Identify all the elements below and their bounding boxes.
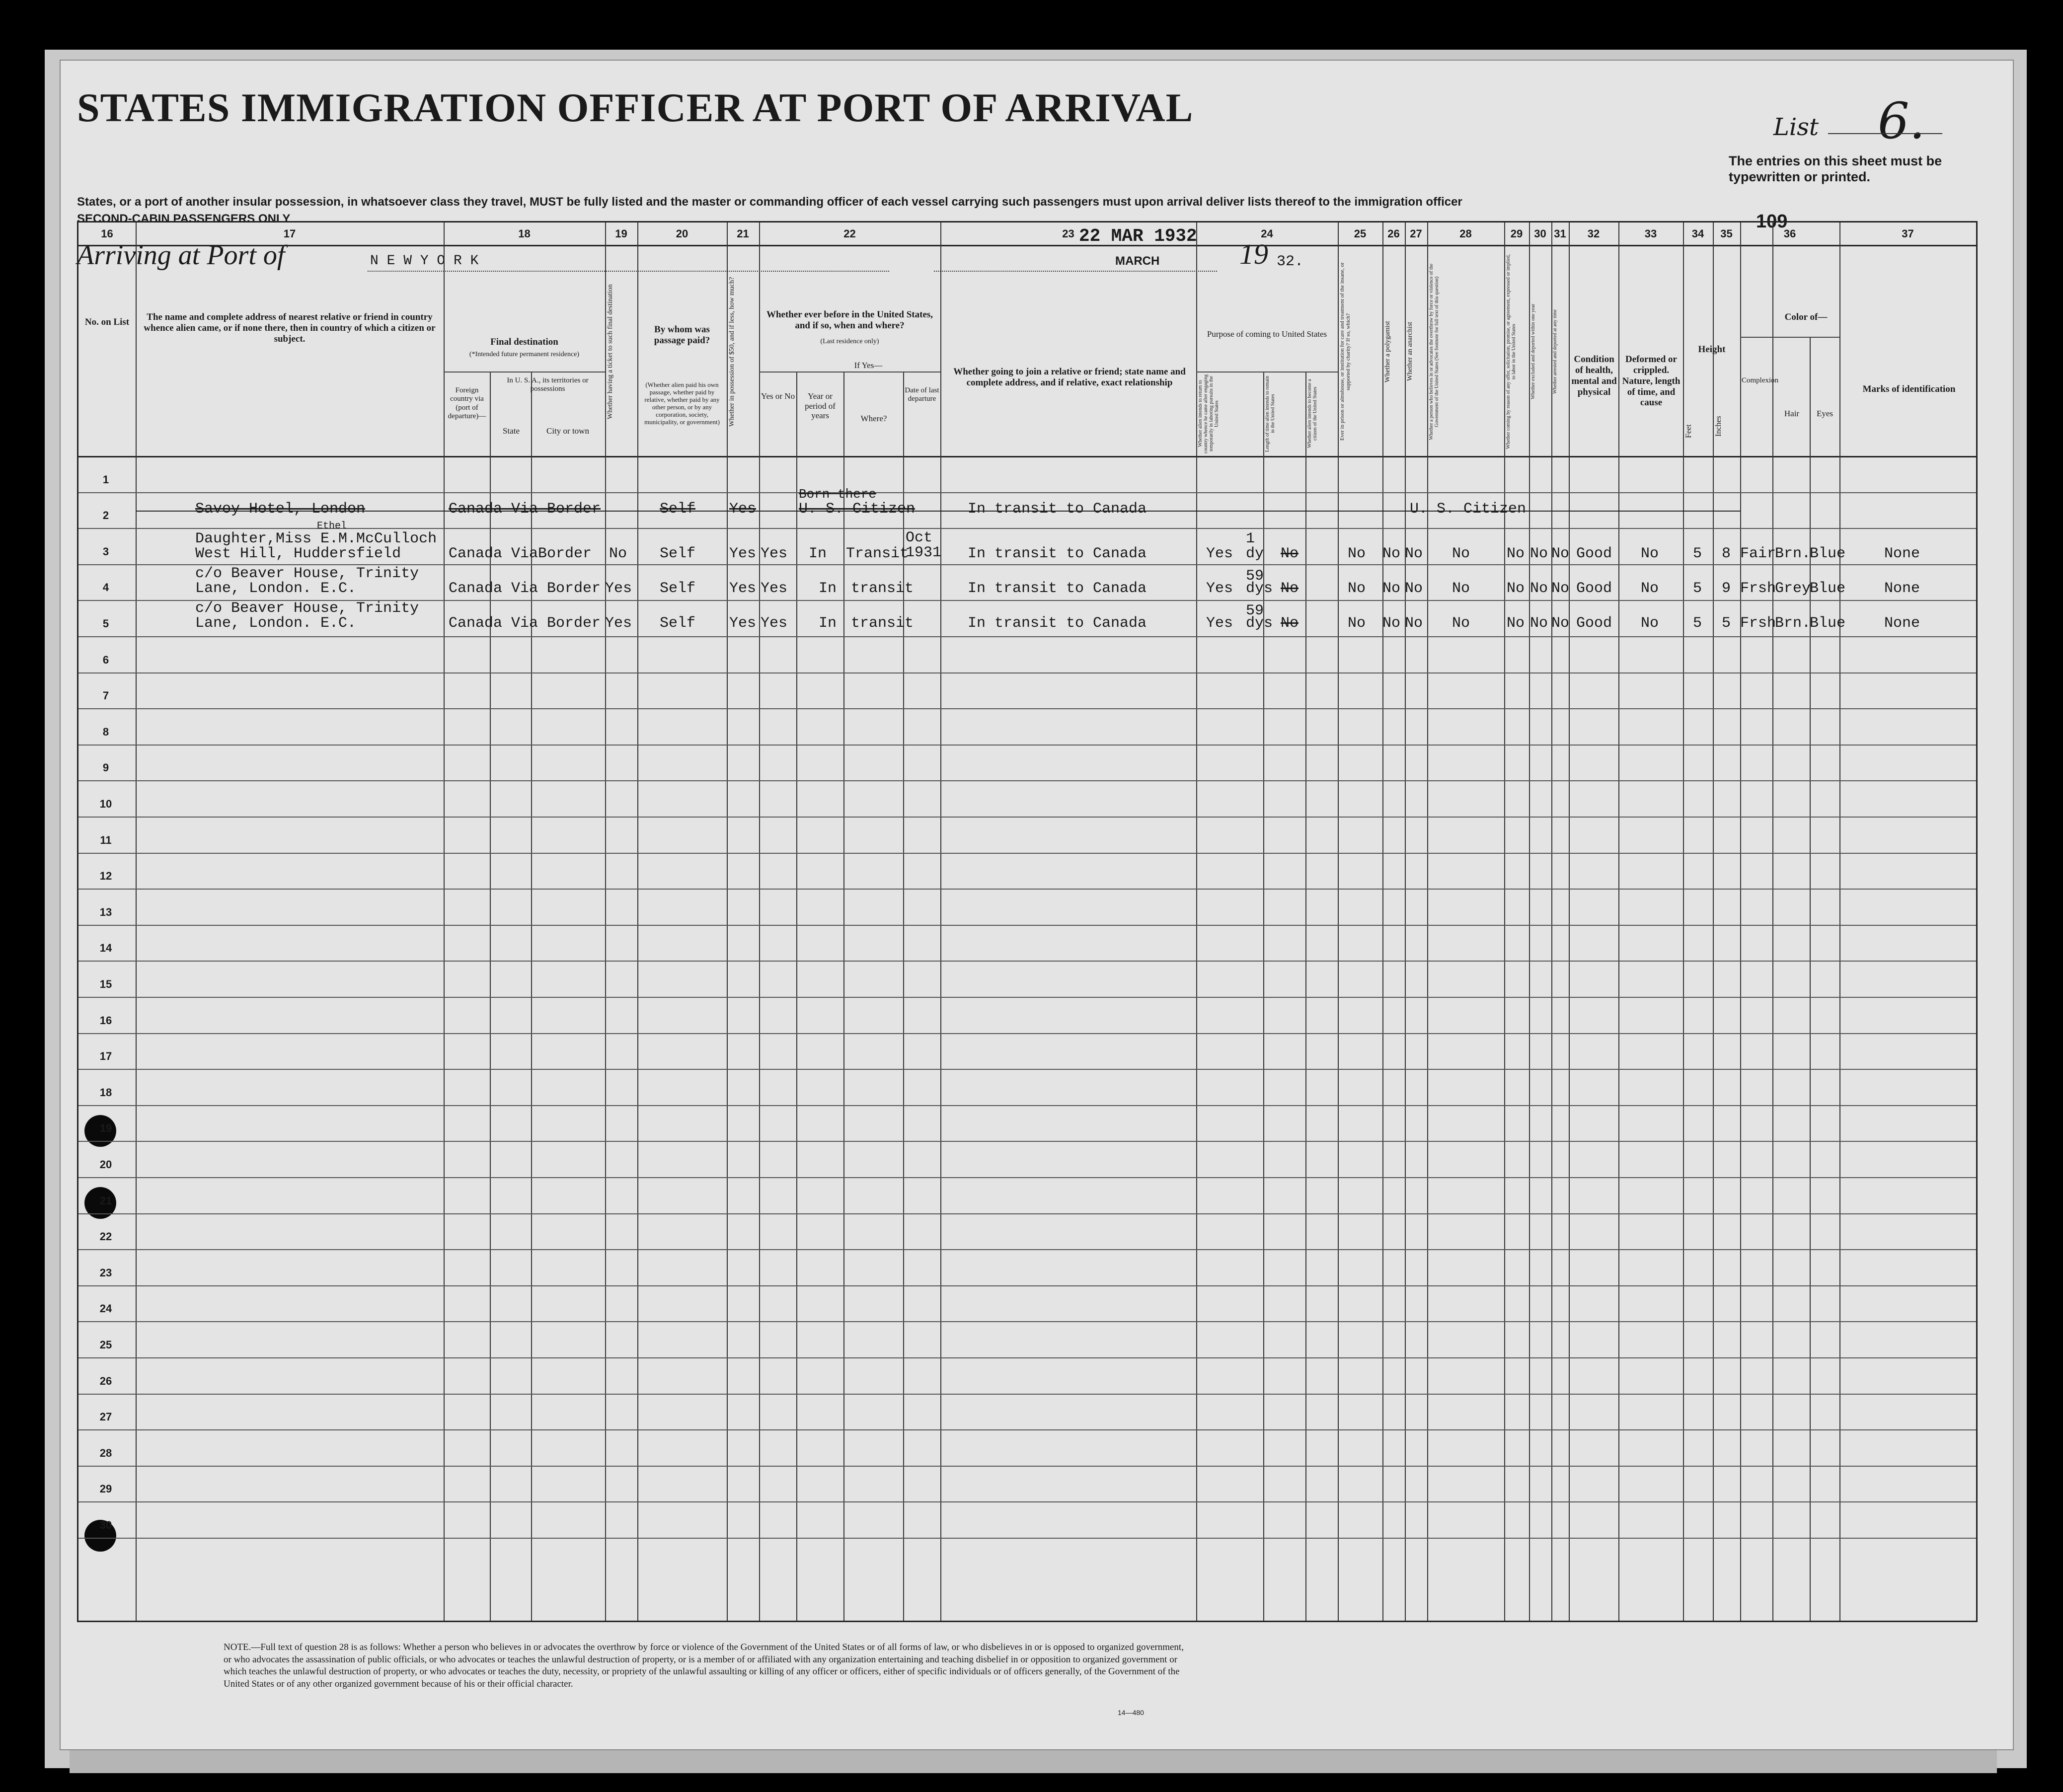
header-q29: Whether coming by reason of any offer, solicitation, promise, or agreement, expressed or implied, to labor in the United States — [1506, 254, 1517, 449]
r3-complexion: Frsh — [1740, 580, 1776, 597]
col-rule — [1740, 223, 1741, 1621]
column-number-rule — [78, 245, 1976, 246]
r3-q31: No — [1551, 580, 1570, 597]
r2-foreign-country: Canada ViaBorder — [449, 545, 592, 562]
r1-going-to-join: In transit to Canada — [968, 501, 1147, 518]
row-number: 3 — [102, 545, 109, 558]
row-rule — [78, 1033, 1976, 1034]
r4-address-line1: c/o Beaver House, Trinity — [195, 600, 419, 617]
r3-address-line2: Lane, London. E.C. — [195, 580, 357, 597]
header-state: State — [503, 426, 520, 436]
r2-q31: No — [1551, 545, 1570, 562]
r1-address: Savoy Hotel, London — [195, 501, 366, 518]
r2-marks: None — [1884, 545, 1920, 562]
r3-going-to-join: In transit to Canada — [968, 580, 1147, 597]
year-suffix: 32. — [1277, 253, 1304, 270]
header-going-to-join: Whether going to join a relative or friend; state name and complete address, and if relative, exact relationship — [953, 367, 1186, 388]
row-rule — [78, 1429, 1976, 1430]
col-num: 26 — [1387, 227, 1400, 240]
col-rule — [1772, 223, 1773, 1621]
r3-inches: 9 — [1722, 580, 1731, 597]
header-bottom-rule — [78, 456, 1976, 457]
row-rule — [78, 745, 1976, 746]
row-rule — [78, 1321, 1976, 1322]
col-rule — [727, 223, 728, 1621]
header-city: City or town — [546, 426, 589, 436]
row-rule — [78, 1357, 1976, 1358]
row-number: 23 — [99, 1266, 112, 1279]
col-num: 33 — [1644, 227, 1657, 240]
subhead-rule — [1196, 372, 1338, 373]
header-no-on-list: No. on List — [84, 317, 130, 327]
col-num: 32 — [1587, 227, 1600, 240]
r2-q29: No — [1507, 545, 1525, 562]
row-rule — [78, 672, 1976, 673]
col-num: 36 — [1783, 227, 1796, 240]
r4-q30: No — [1530, 615, 1548, 632]
header-ever-before: Whether ever before in the United States, and if so, when and where? — [766, 309, 933, 331]
r2-citizen-intent: No — [1281, 545, 1299, 562]
col-rule — [136, 223, 137, 1621]
col-rule — [1810, 337, 1811, 1621]
r4-foreign-country: Canada Via Border — [449, 615, 601, 632]
r3-feet: 5 — [1693, 580, 1702, 597]
header-date-last-departure: Date of last departure — [905, 386, 939, 403]
header-final-destination-note: (*Intended future permanent residence) — [469, 351, 580, 358]
header-deformed: Deformed or crippled. Nature, length of time, and cause — [1622, 354, 1681, 408]
row-rule — [78, 1105, 1976, 1106]
r4-feet: 5 — [1693, 615, 1702, 632]
row-number: 4 — [102, 581, 109, 594]
year-prefix: 19 — [1239, 238, 1268, 270]
col-rule — [1618, 223, 1619, 1621]
row-number: 25 — [99, 1339, 112, 1351]
r2-deformed: No — [1641, 545, 1659, 562]
r3-ever-year: In — [819, 580, 837, 597]
r4-ever-yes-no: Yes — [761, 615, 788, 632]
r4-q31: No — [1551, 615, 1570, 632]
instruction-line: States, or a port of another insular possession, in whatsoever class they travel, MUST be fully listed and the master or commanding officer of each vessel carrying such passengers must upon arrival deliver lists thereof to the immigration officer — [77, 195, 1462, 209]
r3-possession: Yes — [729, 580, 757, 597]
col-rule — [1338, 223, 1339, 1621]
r3-q27: No — [1405, 580, 1423, 597]
header-possession-50: Whether in possession of $50, and if less, how much? — [728, 277, 736, 427]
r4-possession: Yes — [729, 615, 757, 632]
r1-ever-before-year: U. S. Citizen — [799, 501, 916, 518]
col-num: 34 — [1691, 227, 1704, 240]
r3-q29: No — [1507, 580, 1525, 597]
list-underline — [1828, 133, 1942, 134]
r3-length-of-stay: 59 — [1246, 568, 1264, 585]
r3-marks: None — [1884, 580, 1920, 597]
r2-length-of-stay: 1 — [1246, 530, 1255, 547]
r3-q28: No — [1452, 580, 1470, 597]
col-rule — [1405, 223, 1406, 1621]
header-by-whom-paid: By whom was passage paid? — [654, 324, 710, 346]
row-rule — [78, 1501, 1976, 1502]
r4-hair: Brn. — [1775, 615, 1811, 632]
col-rule — [843, 372, 844, 1621]
row-rule — [78, 1177, 1976, 1178]
row-number: 14 — [99, 942, 112, 955]
r4-citizen-intent: No — [1281, 615, 1299, 632]
r2-feet: 5 — [1693, 545, 1702, 562]
row-rule — [78, 1249, 1976, 1250]
col-num: 20 — [676, 227, 688, 240]
r2-date-last-departure: Oct 1931 — [906, 529, 942, 561]
col-rule — [637, 223, 638, 1621]
entries-note: The entries on this sheet must be typewritten or printed. — [1729, 153, 1942, 185]
row-number: 9 — [102, 761, 109, 774]
list-label: List — [1773, 113, 1819, 141]
row-number: 24 — [99, 1302, 112, 1315]
col-rule — [605, 223, 606, 1621]
subhead-rule — [759, 372, 940, 373]
r3-address-line1: c/o Beaver House, Trinity — [195, 565, 419, 582]
row-number: 28 — [99, 1446, 112, 1459]
col-num: 30 — [1534, 227, 1546, 240]
col-num: 35 — [1720, 227, 1733, 240]
r2-q25: No — [1348, 545, 1366, 562]
r2-ever-yes-no: Yes — [761, 545, 788, 562]
col-rule — [940, 223, 941, 1621]
header-ever-in-prison: Ever in prison or almshouse, or institution for care and treatment of the insane, or supported by charity? If so, which? — [1339, 262, 1352, 441]
header-purpose-c: Whether alien intends to become a citizen of the United States — [1307, 379, 1318, 448]
col-rule — [1529, 223, 1530, 1621]
col-rule — [1569, 223, 1570, 1621]
r4-going-to-join: In transit to Canada — [968, 615, 1147, 632]
r2-going-to-join: In transit to Canada — [968, 545, 1147, 562]
header-by-whom-note: (Whether alien paid his own passage, whether paid by relative, whether paid by any other person, or by any corporation, society, municipality, or government) — [644, 381, 720, 426]
manifest-form — [77, 221, 1978, 1622]
r2-complexion: Fair — [1740, 545, 1776, 562]
r2-stay-extra: dy — [1246, 545, 1264, 562]
r4-deformed: No — [1641, 615, 1659, 632]
row-rule — [78, 528, 1976, 529]
col-num: 37 — [1902, 227, 1914, 240]
row-rule — [78, 1141, 1976, 1142]
subhead-rule — [444, 372, 605, 373]
r4-q28: No — [1452, 615, 1470, 632]
col-rule — [1305, 372, 1306, 1621]
r3-eyes: Blue — [1810, 580, 1846, 597]
row-number: 19 — [99, 1122, 112, 1135]
r2-q28: No — [1452, 545, 1470, 562]
row-rule — [78, 1213, 1976, 1214]
col-rule — [1839, 223, 1840, 1621]
r2-address-line2: West Hill, Huddersfield — [195, 545, 401, 562]
r3-q26: No — [1382, 580, 1401, 597]
r3-q25: No — [1348, 580, 1366, 597]
r3-ever-where: transit — [851, 580, 914, 597]
header-inches: Inches — [1714, 416, 1723, 437]
row-rule — [78, 1069, 1976, 1070]
r2-inches: 8 — [1722, 545, 1731, 562]
r3-deformed: No — [1641, 580, 1659, 597]
header-if-yes: If Yes— — [854, 361, 883, 370]
header-feet: Feet — [1684, 424, 1693, 438]
r3-ticket: Yes — [605, 580, 632, 597]
footnote-q28: NOTE.—Full text of question 28 is as follows: Whether a person who believes in or advocates the overthrow by force or violence of the Government of the United States or of all forms of law, or who disbelieves in or is opposed to organized government, or who advocates the assassination of public officials, or who advocates or teaches the unlawful destruction of property, or is a member of or affiliated with any organization entertaining and teaching disbelief in or opposition to organized government or which teaches the unlawful destruction of property, or who advocates or teaches the duty, necessity, or propriety of the unlawful assaulting or killing of any officer or officers, either of specific individuals or of officers generally, of the Government of the United States or of any other organized government because of his or their official character. — [224, 1642, 1184, 1690]
row-number: 22 — [99, 1230, 112, 1243]
row-number: 30 — [99, 1519, 112, 1531]
col-rule — [1196, 223, 1197, 1621]
header-q30: Whether excluded and deported within one year — [1530, 303, 1536, 400]
header-height: Height — [1698, 344, 1726, 355]
col-num: 17 — [283, 227, 296, 240]
r2-possession: Yes — [729, 545, 757, 562]
page-number: 109 — [1756, 211, 1788, 232]
row-rule — [78, 817, 1976, 818]
header-marks: Marks of identification — [1862, 384, 1956, 394]
col-rule — [444, 223, 445, 1621]
r2-ever-where: Transit — [846, 545, 909, 562]
row-number: 27 — [99, 1411, 112, 1423]
row-rule — [78, 1538, 1976, 1539]
header-ticket: Whether having a ticket to such final destination — [607, 284, 614, 419]
r4-q25: No — [1348, 615, 1366, 632]
r1-paid-by: Self — [660, 501, 696, 518]
col-rule — [796, 372, 797, 1621]
row-number: 15 — [99, 978, 112, 990]
row-number: 18 — [99, 1086, 112, 1099]
row-number: 26 — [99, 1374, 112, 1387]
header-foreign-country: Foreign country via (port of departure)— — [448, 386, 486, 420]
subhead-rule — [1740, 337, 1839, 338]
r3-q30: No — [1530, 580, 1548, 597]
col-rule — [1713, 223, 1714, 1621]
header-purpose: Purpose of coming to United States — [1207, 329, 1327, 339]
r4-q29: No — [1507, 615, 1525, 632]
header-hair: Hair — [1784, 409, 1800, 418]
r1-strike-line — [136, 511, 1740, 512]
r2-eyes: Blue — [1810, 545, 1846, 562]
col-num: 25 — [1354, 227, 1367, 240]
r4-health: Good — [1576, 615, 1612, 632]
row-rule — [78, 1466, 1976, 1467]
row-rule — [78, 997, 1976, 998]
r4-length-of-stay: 59 — [1246, 602, 1264, 619]
header-yes-or-no: Yes or No — [761, 391, 795, 401]
row-number: 1 — [102, 473, 109, 486]
header-last-residence: (Last residence only) — [820, 338, 879, 345]
page-title: STATES IMMIGRATION OFFICER AT PORT OF ARRIVAL — [77, 85, 1194, 130]
r4-q26: No — [1382, 615, 1401, 632]
header-polygamist: Whether a polygamist — [1384, 321, 1391, 382]
r2-ticket: No — [609, 545, 627, 562]
r2-q30: No — [1530, 545, 1548, 562]
row-rule — [78, 1285, 1976, 1286]
r4-complexion: Frsh — [1740, 615, 1776, 632]
r3-foreign-country: Canada Via Border — [449, 580, 601, 597]
header-in-usa: In U. S. A., its territories or possessions — [507, 376, 589, 393]
r2-q27: No — [1405, 545, 1423, 562]
row-number: 13 — [99, 905, 112, 918]
r2-health: Good — [1576, 545, 1612, 562]
row-rule — [78, 889, 1976, 890]
col-num: 16 — [101, 227, 113, 240]
month: MARCH — [1115, 254, 1160, 268]
row-number: 5 — [102, 617, 109, 630]
r2-paid-by: Self — [660, 545, 696, 562]
row-number: 16 — [99, 1014, 112, 1027]
header-purpose-a: Whether alien intends to return to country whence he came after engaging temporarily in laboring pursuits in the United States — [1198, 374, 1220, 453]
header-eyes: Eyes — [1816, 409, 1834, 418]
r2-q26: No — [1382, 545, 1401, 562]
r3-purpose-return: Yes — [1206, 580, 1233, 597]
r1-spillover-note: U. S. Citizen — [1410, 501, 1527, 518]
header-q31: Whether arrested and deported at any time — [1552, 309, 1558, 394]
row-rule — [78, 780, 1976, 781]
row-number: 11 — [100, 833, 112, 846]
header-q28: Whether a person who believes in or advocates the overthrow by force or violence of the Government of the United States (See footnote for full text of this question) — [1429, 263, 1440, 440]
r1-possession: Yes — [729, 501, 757, 518]
r4-ever-where: transit — [851, 615, 914, 632]
form-code: 14—480 — [1118, 1709, 1144, 1717]
r2-address-line1: Daughter,Miss E.M.McCulloch — [195, 530, 437, 547]
r3-hair: Grey — [1775, 580, 1811, 597]
row-rule — [78, 961, 1976, 962]
row-number: 29 — [99, 1483, 112, 1495]
row-number: 6 — [102, 653, 109, 666]
port-name: N E W Y O R K — [370, 253, 479, 269]
row-rule — [78, 708, 1976, 709]
r2-ever-year: In — [809, 545, 827, 562]
header-complexion: Complexion — [1742, 376, 1779, 384]
col-num: 24 — [1261, 227, 1273, 240]
r4-stay-extra: dys — [1246, 615, 1273, 632]
row-rule — [78, 492, 1976, 493]
r1-ever-before-note: Born there — [799, 487, 877, 502]
row-number: 8 — [102, 725, 109, 738]
header-final-destination: Final destination — [490, 337, 558, 347]
header-anarchist: Whether an anarchist — [1406, 322, 1414, 381]
r3-stay-extra: dys — [1246, 580, 1273, 597]
r4-inches: 5 — [1722, 615, 1731, 632]
header-where: Where? — [860, 414, 887, 423]
r4-q27: No — [1405, 615, 1423, 632]
col-num: 23 — [1062, 227, 1074, 240]
col-rule — [1427, 223, 1428, 1621]
row-number: 10 — [99, 798, 112, 810]
col-rule — [1504, 223, 1505, 1621]
r4-purpose-return: Yes — [1206, 615, 1233, 632]
r4-paid-by: Self — [660, 615, 696, 632]
class-line: SECOND-CABIN PASSENGERS ONLY — [77, 212, 291, 225]
r4-eyes: Blue — [1810, 615, 1846, 632]
r3-citizen-intent: No — [1281, 580, 1299, 597]
row-rule — [78, 853, 1976, 854]
row-number: 7 — [102, 689, 109, 702]
col-num: 21 — [737, 227, 749, 240]
arriving-label: Arriving at Port of — [77, 240, 285, 271]
r2-hair: Brn. — [1775, 545, 1811, 562]
header-relative-address: The name and complete address of nearest relative or friend in country whence alien came, or if none there, then in country of which a citizen or subject. — [144, 312, 436, 344]
col-num: 22 — [843, 227, 856, 240]
row-number: 17 — [99, 1050, 112, 1063]
list-number: 6. — [1878, 92, 1925, 150]
header-condition-health: Condition of health, mental and physical — [1571, 354, 1617, 397]
row-number: 12 — [99, 870, 112, 883]
r4-marks: None — [1884, 615, 1920, 632]
r4-ticket: Yes — [605, 615, 632, 632]
stamp-date: 22 MAR 1932 — [1079, 226, 1197, 246]
row-rule — [78, 925, 1976, 926]
col-rule — [1683, 223, 1684, 1621]
r4-ever-year: In — [819, 615, 837, 632]
r2-address-insert: Ethel — [317, 521, 347, 532]
col-rule — [1382, 223, 1383, 1621]
row-rule — [78, 636, 1976, 637]
r1-foreign-country: Canada Via Border — [449, 501, 601, 518]
col-num: 27 — [1410, 227, 1422, 240]
col-num: 19 — [615, 227, 627, 240]
row-number: 2 — [102, 509, 109, 522]
r4-address-line2: Lane, London. E.C. — [195, 615, 357, 632]
col-num: 31 — [1554, 227, 1566, 240]
col-rule — [759, 223, 760, 1621]
r3-ever-yes-no: Yes — [761, 580, 788, 597]
col-num: 18 — [518, 227, 531, 240]
r3-health: Good — [1576, 580, 1612, 597]
col-num: 29 — [1510, 227, 1523, 240]
row-rule — [78, 1394, 1976, 1395]
row-number: 21 — [99, 1194, 112, 1207]
header-year-period: Year or period of years — [805, 391, 836, 421]
r3-paid-by: Self — [660, 580, 696, 597]
r2-purpose-return: Yes — [1206, 545, 1233, 562]
col-num: 28 — [1459, 227, 1472, 240]
row-number: 20 — [99, 1158, 112, 1171]
header-color-of: Color of— — [1784, 312, 1828, 322]
header-purpose-b: Length of time alien intends to remain in the United States — [1265, 375, 1276, 452]
